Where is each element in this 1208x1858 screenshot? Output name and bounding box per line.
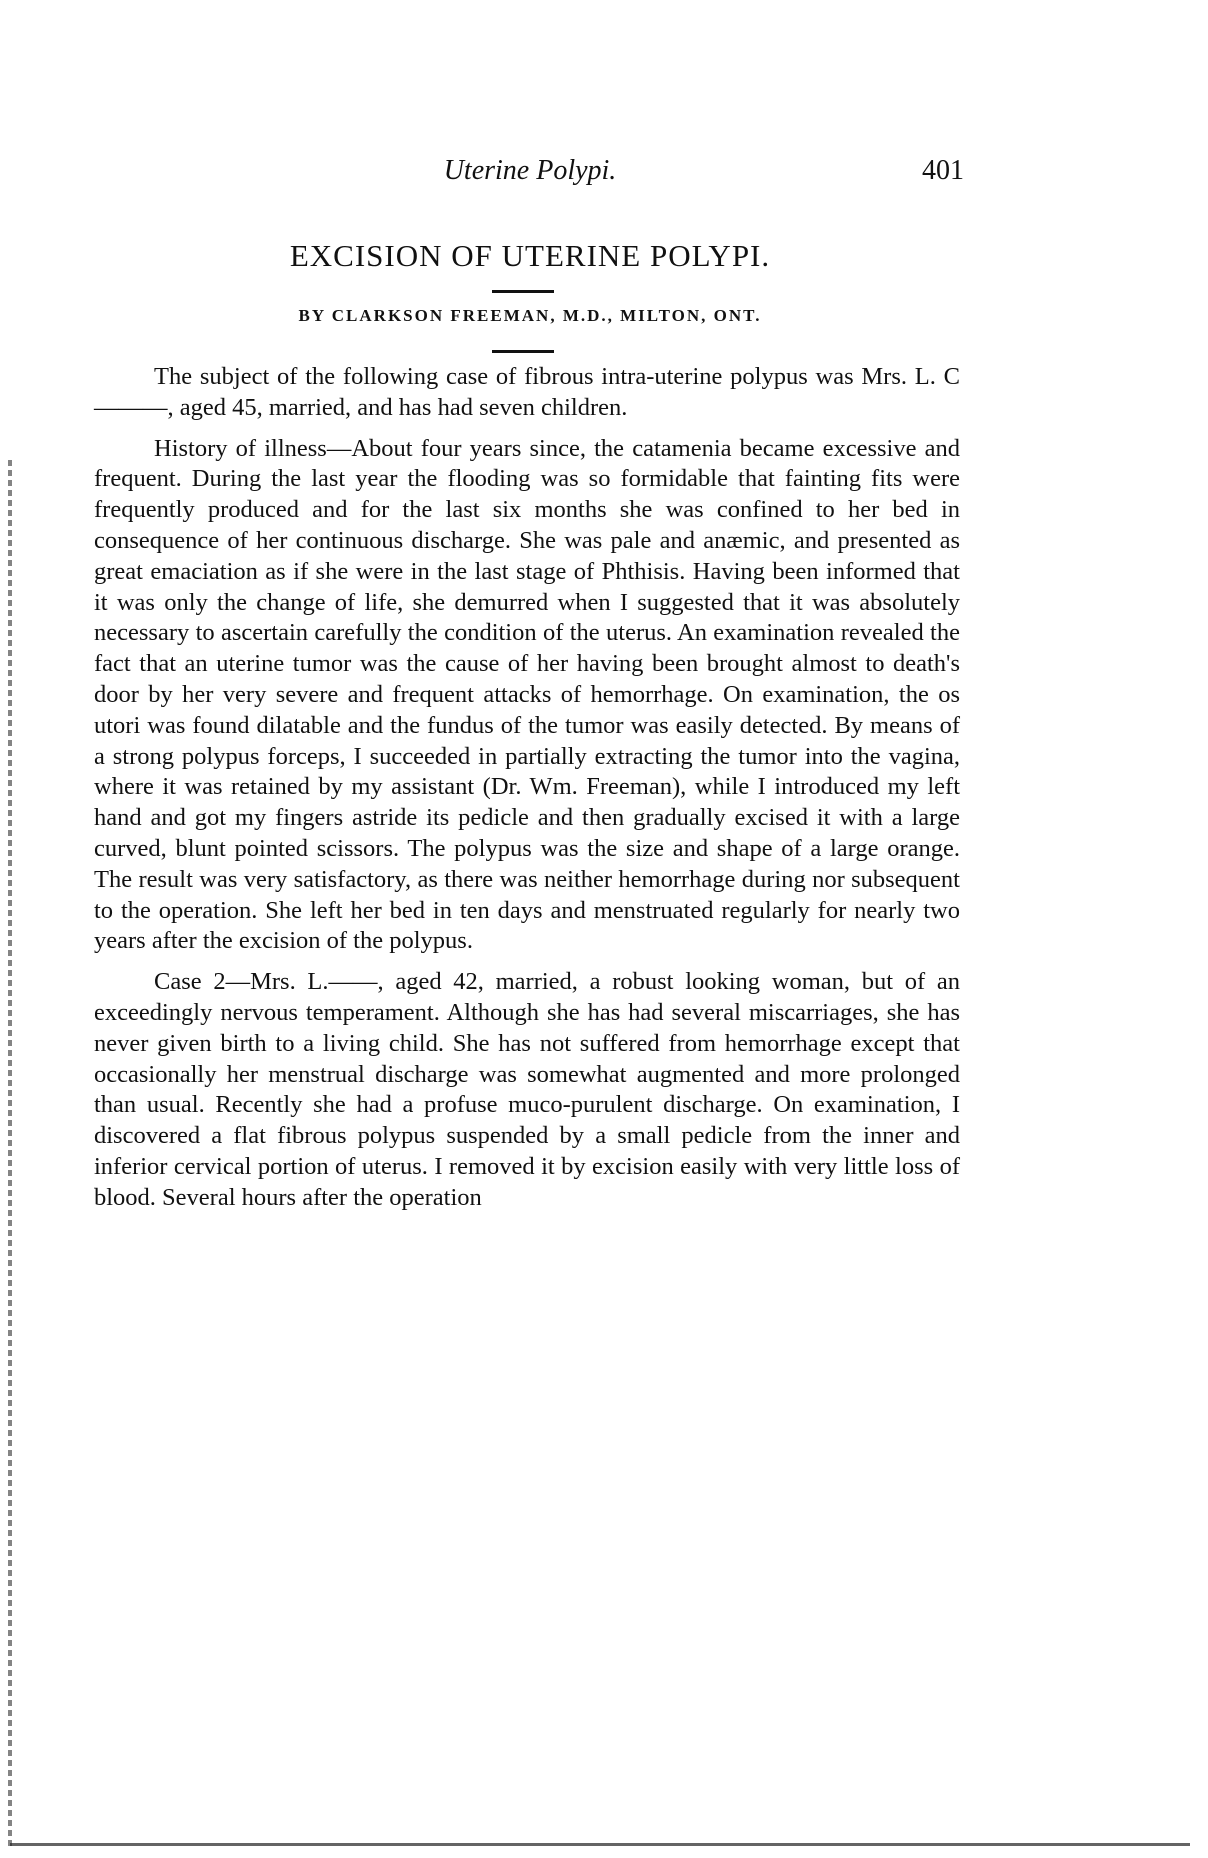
paragraph-case-2: Case 2—Mrs. L.——, aged 42, married, a robust looking woman, but of an exceedingly nervous temperament. Although she has had several miscarriages, she has never given birth to a living child. She has not suffered from hemorrhage except that occasionally her menstrual discharge was somewhat augmented and more prolonged than usual. Recently she had a profuse muco-purulent discharge. On examination, I discovered a flat fibrous polypus suspended by a small pedicle from the inner and inferior cervical portion of uterus. I removed it by excision easily with very little loss of blood. Several hours after the operation — [94, 968, 960, 1211]
scan-bottom-edge — [10, 1843, 1190, 1846]
scan-left-edge — [8, 460, 12, 1850]
paragraph-history: History of illness—About four years since, the catamenia became excessive and frequent. During the last year the flooding was so formidable that fainting fits were frequently produced and for the last six months she was confined to her bed in consequence of her continuous discharge. She was pale and anæmic, and presented as great emaciation as if she were in the last stage of Phthisis. Having been informed that it was only the change of life, she demurred when I suggested that it was absolutely necessary to ascertain carefully the condition of the uterus. An examination revealed the fact that an uterine tumor was the cause of her having been brought almost to death's door by her very severe and frequent attacks of hemorrhage. On examination, the os utori was found dilatable and the fundus of the tumor was easily detected. By means of a strong polypus forceps, I succeeded in partially extracting the tumor into the vagina, where it was retained by my assistant (Dr. Wm. Freeman), while I introduced my left hand and got my fingers astride its pedicle and then gradually excised it with a large curved, blunt pointed scissors. The polypus was the size and shape of a large orange. The result was very satisfactory, as there was neither hemorrhage during nor subsequent to the operation. She left her bed in ten days and menstruated regularly for nearly two years after the excision of the polypus. — [94, 434, 960, 955]
title-rule — [492, 290, 554, 293]
running-title: Uterine Polypi. — [443, 155, 617, 186]
article-body — [94, 362, 960, 1224]
byline-rule — [492, 350, 554, 353]
article-byline: BY CLARKSON FREEMAN, M.D., MILTON, ONT. — [298, 306, 762, 325]
article-title: EXCISION OF UTERINE POLYPI. — [289, 238, 771, 273]
page-header — [96, 155, 964, 195]
paragraph-intro: The subject of the following case of fibrous intra-uterine polypus was Mrs. L. C———, aged 45, married, and has had seven children. — [94, 363, 960, 421]
page-number: 401 — [922, 155, 964, 186]
